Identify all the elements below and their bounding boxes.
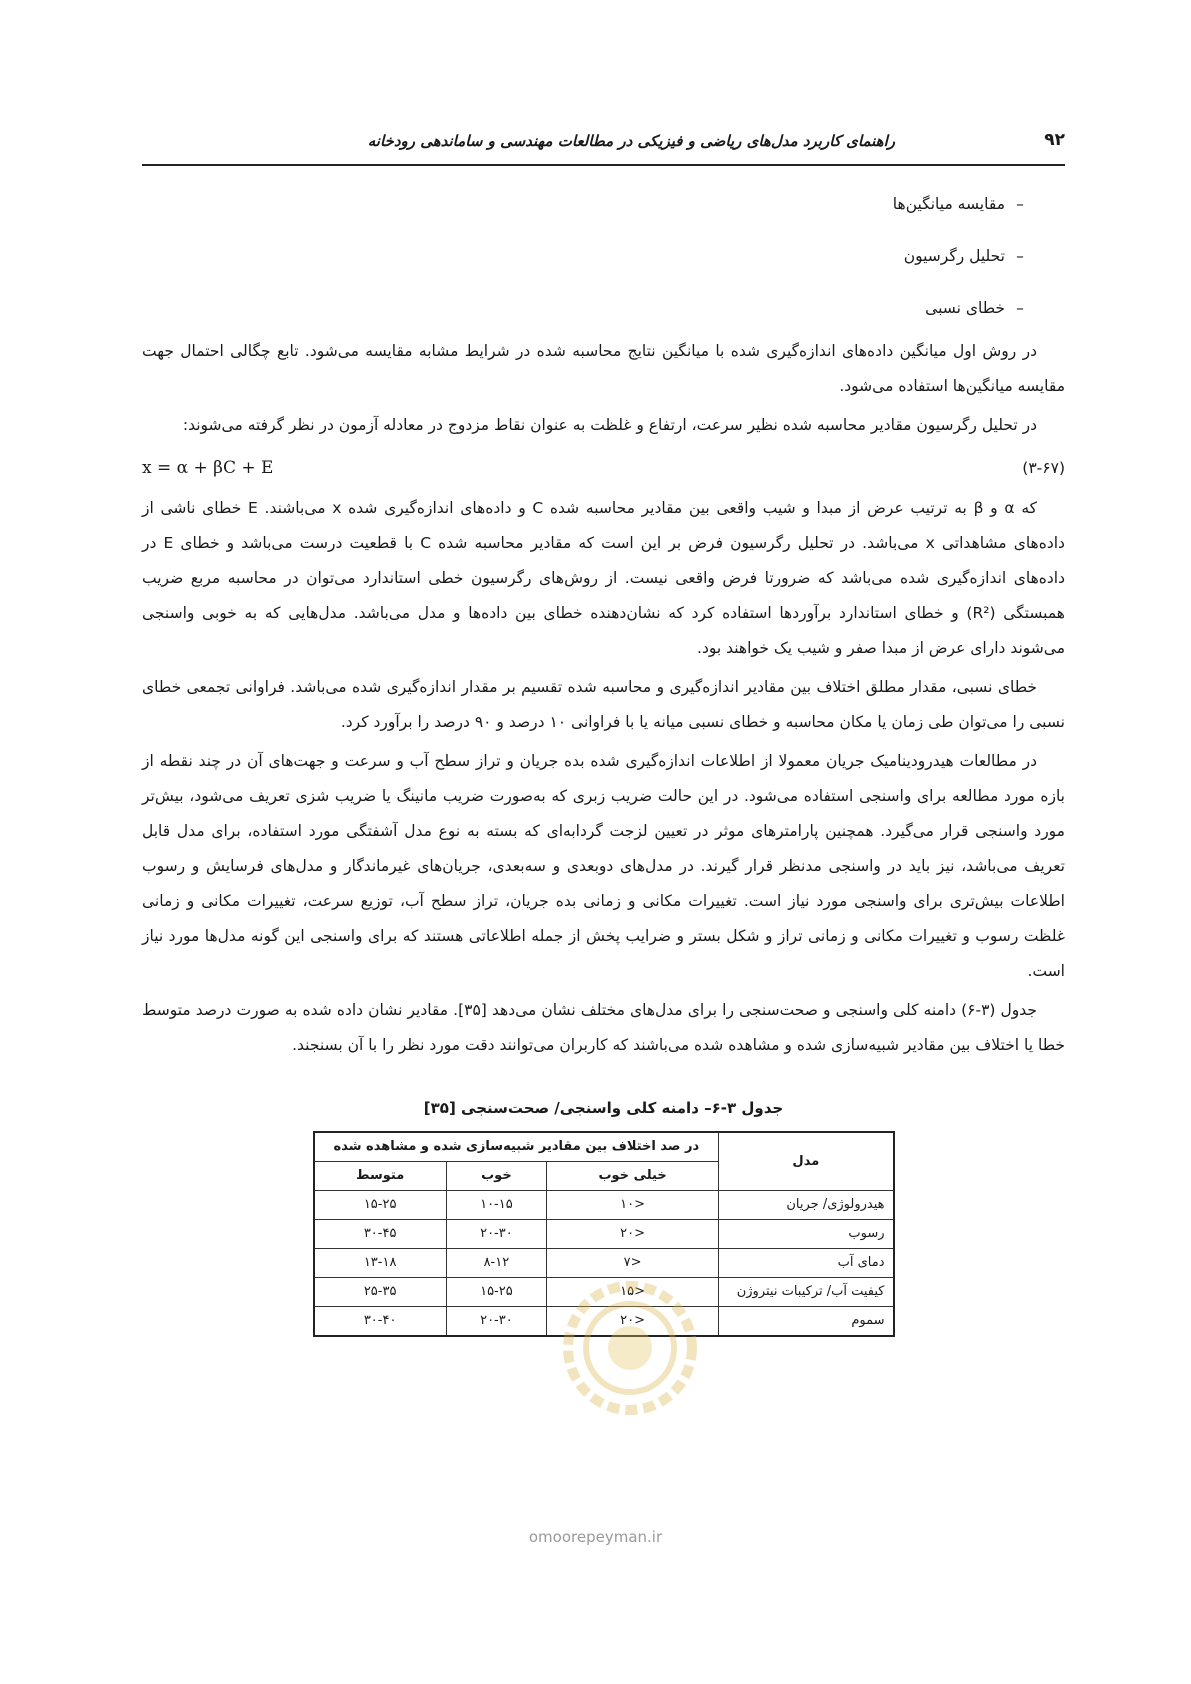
cell-very-good: <۲۰ [547, 1307, 719, 1337]
equation [142, 447, 1065, 487]
cell-model: دمای آب [719, 1249, 894, 1278]
bullet-item: –خطای نسبی [142, 282, 1035, 334]
cell-very-good: <۱۰ [547, 1191, 719, 1220]
cell-model: سموم [719, 1307, 894, 1337]
paragraph: در روش اول میانگین داده‌های اندازه‌گیری شده با میانگین نتایج محاسبه شده در شرایط مشابه مقایسه می‌شود. تابع چگالی احتمال جهت مقایسه میانگین‌ها استفاده می‌شود. [142, 342, 1065, 395]
cell-fair: ۱۵-۲۵ [314, 1191, 447, 1220]
paragraph: خطای نسبی، مقدار مطلق اختلاف بین مقادیر اندازه‌گیری و محاسبه شده تقسیم بر مقدار اندازه‌گیری شده می‌باشد. فراوانی تجمعی خطای نسبی را می‌توان طی زمان یا مکان محاسبه و خطای نسبی میانه یا با فراوانی ۱۰ درصد و ۹۰ درصد را برآورد کرد. [142, 678, 1065, 731]
cell-good: ۲۰-۳۰ [446, 1220, 546, 1249]
bullet-list [142, 178, 1065, 334]
bullet-item: –مقایسه میانگین‌ها [142, 178, 1035, 230]
header-very-good: خیلی خوب [547, 1162, 719, 1191]
table-caption: جدول ۳-۶– دامنه کلی واسنجی/ صحت‌سنجی [۳۵] [423, 1099, 784, 1117]
paragraph: در مطالعات هیدرودینامیک جریان معمولا از اطلاعات اندازه‌گیری شده بده جریان و تراز سطح آب و سرعت و جهت‌های آن در چند نقطه از بازه مورد مطالعه برای واسنجی استفاده می‌شود. در این حالت ضریب زبری که به‌صورت ضریب مانینگ یا ضریب شزی تعریف می‌شود، بیش‌تر مورد واسنجی قرار می‌گیرد. همچنین پارامترهای موثر در تعیین لزجت گردابه‌ای که بسته به نوع مدل آشفتگی مورد استفاده، برای مدل قابل تعریف می‌باشد، نیز باید در واسنجی مدنظر قرار گیرند. در مدل‌های دوبعدی و سه‌بعدی، جریان‌های غیرماندگار و مدل‌های فرسایش و رسوب اطلاعات بیش‌تری برای واسنجی مورد نیاز است. تغییرات مکانی و زمانی بده جریان، تراز سطح آب، توزیع سرعت، تغییرات مکانی و زمانی غلظت رسوب و تغییرات مکانی و زمانی تراز و شکل بستر و ضرایب پخش از جمله اطلاعاتی هستند که برای واسنجی این گونه مدل‌ها مورد نیاز است. [142, 752, 1065, 980]
cell-model: کیفیت آب/ ترکیبات نیتروژن [719, 1278, 894, 1307]
equation-formula: x = α + βC + E [142, 458, 274, 478]
bullet-item: –تحلیل رگرسیون [142, 230, 1035, 282]
page-number: ۹۲ [1044, 130, 1065, 150]
running-title: راهنمای کاربرد مدل‌های ریاضی و فیزیکی در مطالعات مهندسی و ساماندهی رودخانه [367, 132, 895, 150]
cell-fair: ۳۰-۴۰ [314, 1307, 447, 1337]
cell-good: ۱۰-۱۵ [446, 1191, 546, 1220]
paragraph: در تحلیل رگرسیون مقادیر محاسبه شده نظیر سرعت، ارتفاع و غلظت به عنوان نقاط مزدوج در معادله آزمون در نظر گرفته می‌شوند: [182, 416, 1037, 434]
header-model: مدل [719, 1132, 894, 1191]
cell-very-good: <۱۵ [547, 1278, 719, 1307]
cell-very-good: <۲۰ [547, 1220, 719, 1249]
cell-fair: ۲۵-۳۵ [314, 1278, 447, 1307]
header-fair: متوسط [314, 1162, 447, 1191]
paragraph: جدول (۳-۶) دامنه کلی واسنجی و صحت‌سنجی را برای مدل‌های مختلف نشان می‌دهد [۳۵]. مقادیر نشان داده شده به صورت درصد متوسط خطا یا اختلاف بین مقادیر شبیه‌سازی شده و مشاهده شده می‌باشند که کاربران می‌توانند دقت مورد نظر را با آن بسنجند. [142, 1001, 1065, 1054]
equation-number: (۳-۶۷) [1022, 459, 1065, 477]
header-good: خوب [446, 1162, 546, 1191]
cell-good: ۱۵-۲۵ [446, 1278, 546, 1307]
cell-fair: ۳۰-۴۵ [314, 1220, 447, 1249]
cell-fair: ۱۳-۱۸ [314, 1249, 447, 1278]
cell-model: هیدرولوژی/ جریان [719, 1191, 894, 1220]
bullet-marker: – [1016, 195, 1024, 213]
cell-good: ۲۰-۳۰ [446, 1307, 546, 1337]
cell-good: ۸-۱۲ [446, 1249, 546, 1278]
paragraph: که α و β به ترتیب عرض از مبدا و شیب واقعی بین مقادیر محاسبه شده C و داده‌های اندازه‌گیری شده x می‌باشند. E خطای ناشی از داده‌های مشاهداتی x می‌باشد. در تحلیل رگرسیون فرض بر این است که مقادیر محاسبه شده C با قطعیت درست می‌باشد و خطای E در داده‌های اندازه‌گیری شده می‌باشد که ضرورتا فرض واقعی نیست. از روش‌های رگرسیون خطی استاندارد می‌توان در محاسبه مربع ضریب همبستگی (R²) و خطای استاندارد برآوردها استفاده کرد که نشان‌دهنده خطای بین داده‌ها و مدل می‌باشد. مدل‌هایی که به خوبی واسنجی می‌شوند دارای عرض از مبدا صفر و شیب یک خواهند بود. [142, 499, 1065, 657]
table-row [314, 1249, 894, 1278]
watermark-seal-icon [560, 1278, 700, 1418]
table-row [314, 1191, 894, 1220]
page-content [142, 178, 1065, 1337]
watermark-text: omoorepeyman.ir [528, 1528, 663, 1546]
cell-model: رسوب [719, 1220, 894, 1249]
cell-very-good: <۷ [547, 1249, 719, 1278]
page-header [142, 128, 1065, 166]
table-row [314, 1220, 894, 1249]
header-group: در صد اختلاف بین مقادیر شبیه‌سازی شده و مشاهده شده [314, 1132, 719, 1162]
bullet-marker: – [1016, 299, 1024, 317]
bullet-marker: – [1016, 247, 1024, 265]
